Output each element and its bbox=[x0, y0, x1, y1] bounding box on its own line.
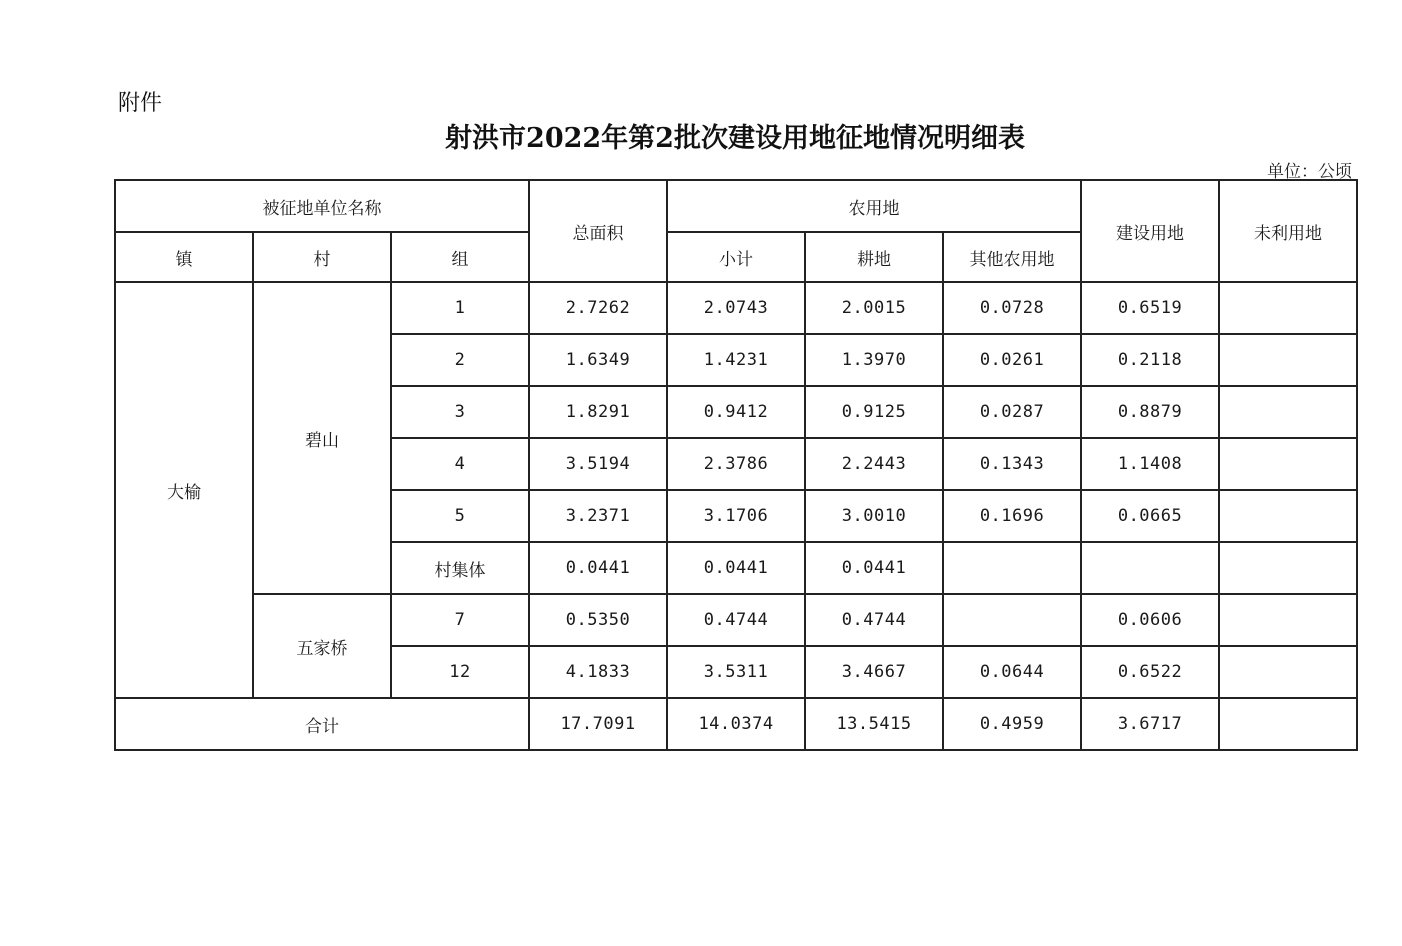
header-cultivated: 耕地 bbox=[805, 232, 943, 282]
totals-other-agri-cell: 0.4959 bbox=[943, 698, 1081, 750]
total-cell: 4.1833 bbox=[529, 646, 667, 698]
cultivated-cell: 2.2443 bbox=[805, 438, 943, 490]
cultivated-cell: 1.3970 bbox=[805, 334, 943, 386]
cultivated-cell: 0.9125 bbox=[805, 386, 943, 438]
other-agri-cell: 0.0261 bbox=[943, 334, 1081, 386]
header-town: 镇 bbox=[115, 232, 253, 282]
other-agri-cell: 0.1696 bbox=[943, 490, 1081, 542]
village-cell: 碧山 bbox=[253, 282, 391, 594]
totals-cultivated-cell: 13.5415 bbox=[805, 698, 943, 750]
construction-cell: 0.8879 bbox=[1081, 386, 1219, 438]
total-cell: 1.6349 bbox=[529, 334, 667, 386]
table-row bbox=[115, 594, 1357, 646]
total-cell: 0.5350 bbox=[529, 594, 667, 646]
other-agri-cell: 0.0644 bbox=[943, 646, 1081, 698]
header-other-agri: 其他农用地 bbox=[943, 232, 1081, 282]
cultivated-cell: 2.0015 bbox=[805, 282, 943, 334]
subtotal-cell: 3.1706 bbox=[667, 490, 805, 542]
total-cell: 0.0441 bbox=[529, 542, 667, 594]
construction-cell: 1.1408 bbox=[1081, 438, 1219, 490]
unused-cell bbox=[1219, 646, 1357, 698]
construction-cell: 0.6519 bbox=[1081, 282, 1219, 334]
unused-cell bbox=[1219, 334, 1357, 386]
totals-total-cell: 17.7091 bbox=[529, 698, 667, 750]
subtotal-cell: 0.9412 bbox=[667, 386, 805, 438]
header-total-area: 总面积 bbox=[529, 180, 667, 282]
totals-subtotal-cell: 14.0374 bbox=[667, 698, 805, 750]
construction-cell bbox=[1081, 542, 1219, 594]
other-agri-cell bbox=[943, 594, 1081, 646]
village-cell: 五家桥 bbox=[253, 594, 391, 698]
page-title: 射洪市2022年第2批次建设用地征地情况明细表 bbox=[445, 123, 1025, 154]
attachment-label: 附件 bbox=[118, 91, 163, 116]
construction-cell: 0.0606 bbox=[1081, 594, 1219, 646]
total-cell: 1.8291 bbox=[529, 386, 667, 438]
subtotal-cell: 2.3786 bbox=[667, 438, 805, 490]
header-row-1 bbox=[115, 180, 1357, 232]
other-agri-cell: 0.0728 bbox=[943, 282, 1081, 334]
unused-cell bbox=[1219, 542, 1357, 594]
subtotal-cell: 2.0743 bbox=[667, 282, 805, 334]
cultivated-cell: 3.4667 bbox=[805, 646, 943, 698]
town-cell: 大榆 bbox=[115, 282, 253, 698]
subtotal-cell: 0.4744 bbox=[667, 594, 805, 646]
other-agri-cell: 0.1343 bbox=[943, 438, 1081, 490]
header-agri-land: 农用地 bbox=[667, 180, 1081, 232]
unused-cell bbox=[1219, 386, 1357, 438]
subtotal-cell: 0.0441 bbox=[667, 542, 805, 594]
subtotal-cell: 1.4231 bbox=[667, 334, 805, 386]
totals-unused-cell bbox=[1219, 698, 1357, 750]
construction-cell: 0.0665 bbox=[1081, 490, 1219, 542]
header-subtotal: 小计 bbox=[667, 232, 805, 282]
cultivated-cell: 3.0010 bbox=[805, 490, 943, 542]
subtotal-cell: 3.5311 bbox=[667, 646, 805, 698]
construction-cell: 0.6522 bbox=[1081, 646, 1219, 698]
group-cell: 5 bbox=[391, 490, 529, 542]
totals-row bbox=[115, 698, 1357, 750]
land-detail-table bbox=[114, 179, 1358, 751]
group-cell: 村集体 bbox=[391, 542, 529, 594]
unit-label: 单位：公顷 bbox=[1267, 162, 1352, 182]
total-cell: 3.2371 bbox=[529, 490, 667, 542]
cultivated-cell: 0.0441 bbox=[805, 542, 943, 594]
unused-cell bbox=[1219, 438, 1357, 490]
other-agri-cell bbox=[943, 542, 1081, 594]
group-cell: 4 bbox=[391, 438, 529, 490]
group-cell: 1 bbox=[391, 282, 529, 334]
other-agri-cell: 0.0287 bbox=[943, 386, 1081, 438]
table-row bbox=[115, 282, 1357, 334]
unused-cell bbox=[1219, 282, 1357, 334]
total-cell: 3.5194 bbox=[529, 438, 667, 490]
header-unit-name: 被征地单位名称 bbox=[115, 180, 529, 232]
totals-label: 合计 bbox=[115, 698, 529, 750]
group-cell: 3 bbox=[391, 386, 529, 438]
header-village: 村 bbox=[253, 232, 391, 282]
header-group: 组 bbox=[391, 232, 529, 282]
header-unused-land: 未利用地 bbox=[1219, 180, 1357, 282]
unused-cell bbox=[1219, 594, 1357, 646]
group-cell: 12 bbox=[391, 646, 529, 698]
unused-cell bbox=[1219, 490, 1357, 542]
group-cell: 2 bbox=[391, 334, 529, 386]
cultivated-cell: 0.4744 bbox=[805, 594, 943, 646]
group-cell: 7 bbox=[391, 594, 529, 646]
total-cell: 2.7262 bbox=[529, 282, 667, 334]
totals-construction-cell: 3.6717 bbox=[1081, 698, 1219, 750]
construction-cell: 0.2118 bbox=[1081, 334, 1219, 386]
header-construction-land: 建设用地 bbox=[1081, 180, 1219, 282]
